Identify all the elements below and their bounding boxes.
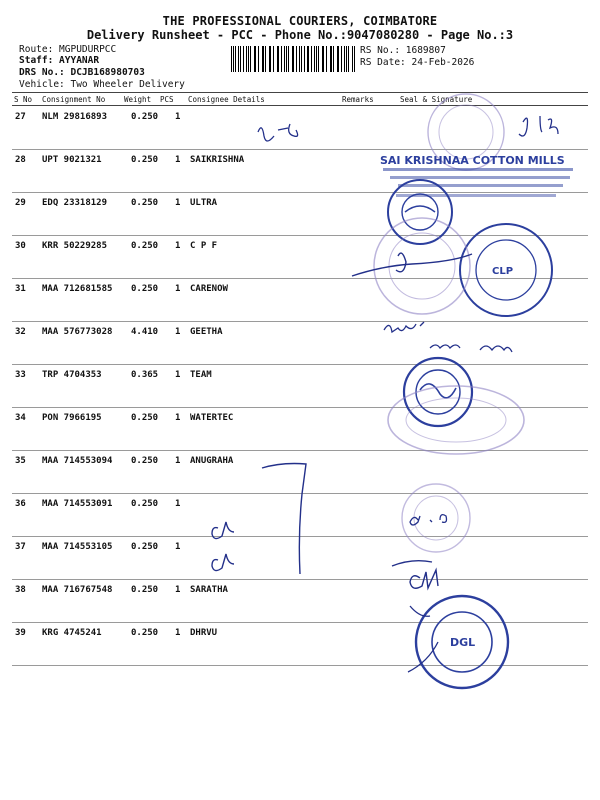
row-consignee: SARATHA	[190, 585, 228, 595]
row-consignee: CARENOW	[190, 284, 228, 294]
table-row	[12, 450, 588, 494]
row-weight: 0.250	[131, 499, 159, 509]
col-pcs: PCS	[160, 95, 174, 104]
barcode-bar	[346, 46, 347, 72]
barcode-bar	[316, 46, 317, 72]
row-weight: 0.250	[131, 155, 159, 165]
route-label: Route: MGPUDURPCC	[19, 44, 117, 55]
barcode-bar	[238, 46, 239, 72]
barcode-bar	[326, 46, 327, 72]
row-consignee: DHRVU	[190, 628, 218, 638]
table-row	[12, 321, 588, 365]
row-consignment-no: TRP 4704353	[42, 370, 102, 380]
row-consignment-no: NLM 29816893	[42, 112, 108, 122]
barcode-bar	[308, 46, 309, 72]
row-sno: 36	[15, 499, 26, 509]
table-row	[12, 235, 588, 279]
barcode-bar	[296, 46, 297, 72]
row-consignment-no: MAA 714553094	[42, 456, 113, 466]
company-title: THE PROFESSIONAL COURIERS, COIMBATORE	[162, 14, 438, 28]
barcode-bar	[277, 46, 278, 72]
row-sno: 27	[15, 112, 26, 122]
svg-text:SAI KRISHNAA COTTON MILLS: SAI KRISHNAA COTTON MILLS	[380, 154, 565, 167]
table-row	[12, 493, 588, 537]
table-row	[12, 278, 588, 322]
row-consignment-no: EDQ 23318129	[42, 198, 108, 208]
col-consignee: Consignee Details	[188, 95, 265, 104]
row-pcs: 1	[175, 241, 181, 251]
row-sno: 34	[15, 413, 26, 423]
barcode-bar	[333, 46, 334, 72]
row-consignment-no: UPT 9021321	[42, 155, 102, 165]
row-sno: 38	[15, 585, 26, 595]
svg-text:CLP: CLP	[492, 266, 514, 277]
row-consignment-no: MAA 714553091	[42, 499, 113, 509]
runsheet-title: Delivery Runsheet - PCC - Phone No.:9047080280 - Page No.:3	[86, 28, 514, 42]
table-row	[12, 622, 588, 666]
row-consignment-no: MAA 716767548	[42, 585, 113, 595]
barcode-bar	[284, 46, 285, 72]
barcode-bar	[301, 46, 302, 72]
col-sno: S No	[14, 95, 33, 104]
row-pcs: 1	[175, 112, 181, 122]
row-sno: 31	[15, 284, 26, 294]
row-consignee: C P F	[190, 241, 218, 251]
row-consignment-no: PON 7966195	[42, 413, 102, 423]
row-pcs: 1	[175, 284, 181, 294]
rs-number: RS No.: 1689807	[360, 45, 446, 56]
row-consignee: TEAM	[190, 370, 212, 380]
row-consignee: WATERTEC	[190, 413, 234, 423]
row-pcs: 1	[175, 499, 181, 509]
row-pcs: 1	[175, 456, 181, 466]
barcode-bar	[265, 46, 266, 72]
row-pcs: 1	[175, 155, 181, 165]
col-remarks: Remarks	[342, 95, 374, 104]
row-weight: 0.250	[131, 456, 159, 466]
row-sno: 32	[15, 327, 26, 337]
table-row	[12, 149, 588, 193]
col-consignment: Consignment No	[42, 95, 106, 104]
col-seal-signature: Seal & Signature	[400, 95, 473, 104]
col-weight: Weight	[124, 95, 152, 104]
barcode	[231, 46, 356, 72]
row-consignment-no: MAA 712681585	[42, 284, 113, 294]
barcode-bar	[258, 46, 259, 72]
svg-text:DGL: DGL	[450, 636, 476, 649]
row-weight: 0.250	[131, 198, 159, 208]
row-sno: 28	[15, 155, 26, 165]
row-weight: 4.410	[131, 327, 159, 337]
barcode-bar	[288, 46, 289, 72]
barcode-bar	[231, 46, 232, 72]
table-row	[12, 407, 588, 451]
barcode-bar	[273, 46, 274, 72]
staff-label: Staff: AYYANAR	[19, 55, 100, 66]
row-sno: 29	[15, 198, 26, 208]
row-pcs: 1	[175, 198, 181, 208]
row-pcs: 1	[175, 413, 181, 423]
row-consignment-no: KRR 50229285	[42, 241, 108, 251]
barcode-bar	[318, 46, 319, 72]
row-weight: 0.250	[131, 241, 159, 251]
row-sno: 33	[15, 370, 26, 380]
row-sno: 37	[15, 542, 26, 552]
table-row	[12, 579, 588, 623]
row-weight: 0.250	[131, 413, 159, 423]
row-pcs: 1	[175, 327, 181, 337]
row-weight: 0.250	[131, 284, 159, 294]
barcode-bar	[338, 46, 339, 72]
row-consignee: ANUGRAHA	[190, 456, 234, 466]
row-consignee: SAIKRISHNA	[190, 155, 245, 165]
row-weight: 0.250	[131, 112, 159, 122]
row-weight: 0.250	[131, 628, 159, 638]
row-sno: 35	[15, 456, 26, 466]
table-row	[12, 536, 588, 580]
row-weight: 0.365	[131, 370, 159, 380]
table-header	[12, 93, 588, 106]
row-pcs: 1	[175, 628, 181, 638]
row-weight: 0.250	[131, 585, 159, 595]
row-sno: 39	[15, 628, 26, 638]
barcode-bar	[254, 46, 255, 72]
vehicle-label: Vehicle: Two Wheeler Delivery	[19, 79, 185, 90]
row-pcs: 1	[175, 370, 181, 380]
row-pcs: 1	[175, 542, 181, 552]
rs-date: RS Date: 24-Feb-2026	[360, 57, 475, 68]
row-sno: 30	[15, 241, 26, 251]
barcode-bar	[250, 46, 251, 72]
barcode-bar	[240, 46, 241, 72]
row-consignment-no: MAA 714553105	[42, 542, 113, 552]
table-row	[12, 106, 588, 150]
row-consignee: ULTRA	[190, 198, 218, 208]
drs-number: DRS No.: DCJB168980703	[19, 67, 145, 78]
row-consignment-no: MAA 576773028	[42, 327, 113, 337]
row-weight: 0.250	[131, 542, 159, 552]
row-pcs: 1	[175, 585, 181, 595]
table-row	[12, 192, 588, 236]
table-row	[12, 364, 588, 408]
barcode-bar	[348, 46, 349, 72]
row-consignment-no: KRG 4745241	[42, 628, 102, 638]
row-consignee: GEETHA	[190, 327, 223, 337]
